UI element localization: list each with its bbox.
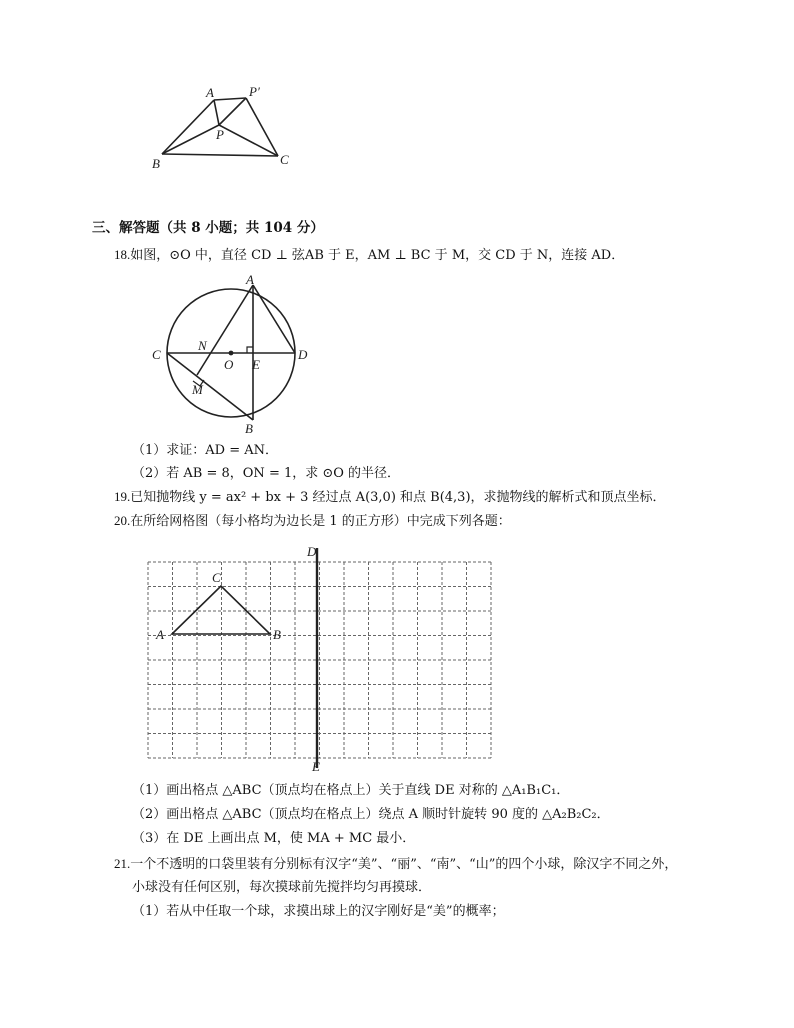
label-e: E (312, 759, 320, 774)
figure-triangle-abc-p (140, 80, 310, 180)
label-b: B (245, 421, 253, 436)
figure-circle-o (148, 270, 318, 436)
label-e: E (252, 357, 260, 372)
q20-part1: （1）画出格点 △ABC（顶点均在格点上）关于直线 DE 对称的 △A₁B₁C₁． (132, 783, 570, 798)
label-d: D (298, 347, 308, 362)
q20-part2: （2）画出格点 △ABC（顶点均在格点上）绕点 A 顺时针旋转 90 度的 △A₂B₂C₂． (132, 807, 610, 822)
q19-number: 19. (114, 489, 131, 504)
q18-part1: （1）求证：AD = AN． (132, 443, 279, 458)
q20-part3: （3）在 DE 上画出点 M，使 MA + MC 最小． (132, 831, 416, 846)
q21-stem-line1 (114, 855, 677, 874)
label-a: A (156, 627, 164, 642)
label-p: P (216, 127, 224, 142)
label-n: N (198, 338, 207, 353)
label-c: C (152, 347, 161, 362)
q19-text: 已知抛物线 y = ax² + bx + 3 经过点 A(3,0) 和点 B(4,3)，求抛物线的解析式和顶点坐标． (130, 490, 666, 505)
q19 (114, 488, 666, 507)
label-o: O (224, 357, 234, 372)
q21-part1: （1）若从中任取一个球，求摸出球上的汉字刚好是“美”的概率； (132, 904, 505, 919)
label-d: D (307, 544, 317, 559)
label-a: A (206, 85, 214, 100)
q18-stem-text: 如图，⊙O 中，直径 CD ⊥ 弦AB 于 E，AM ⊥ BC 于 M，交 CD 于 N，连接 AD． (130, 248, 625, 263)
figure-grid (140, 542, 500, 772)
q18-stem (114, 246, 624, 265)
q20-number: 20. (114, 513, 131, 528)
label-b: B (152, 156, 160, 171)
q20-stem-text: 在所给网格图（每小格均为边长是 1 的正方形）中完成下列各题： (130, 514, 511, 529)
q21-number: 21. (114, 856, 131, 871)
label-b: B (273, 627, 281, 642)
q20-stem (114, 512, 511, 531)
q21-stem-text1: 一个不透明的口袋里装有分别标有汉字“美”、“丽”、“南”、“山”的四个小球，除汉字不同之外， (130, 857, 678, 872)
q18-part2: （2）若 AB = 8，ON = 1，求 ⊙O 的半径． (132, 466, 401, 481)
label-m: M (192, 382, 203, 397)
label-c: C (280, 152, 289, 167)
q21-stem-line2: 小球没有任何区别，每次摸球前先搅拌均匀再摸球． (132, 880, 432, 895)
label-p-prime: P′ (249, 84, 260, 99)
section-title: 三、解答题（共 8 小题；共 104 分） (92, 220, 324, 236)
q18-number: 18. (114, 247, 131, 262)
label-c: C (212, 570, 221, 585)
label-a: A (246, 272, 254, 287)
